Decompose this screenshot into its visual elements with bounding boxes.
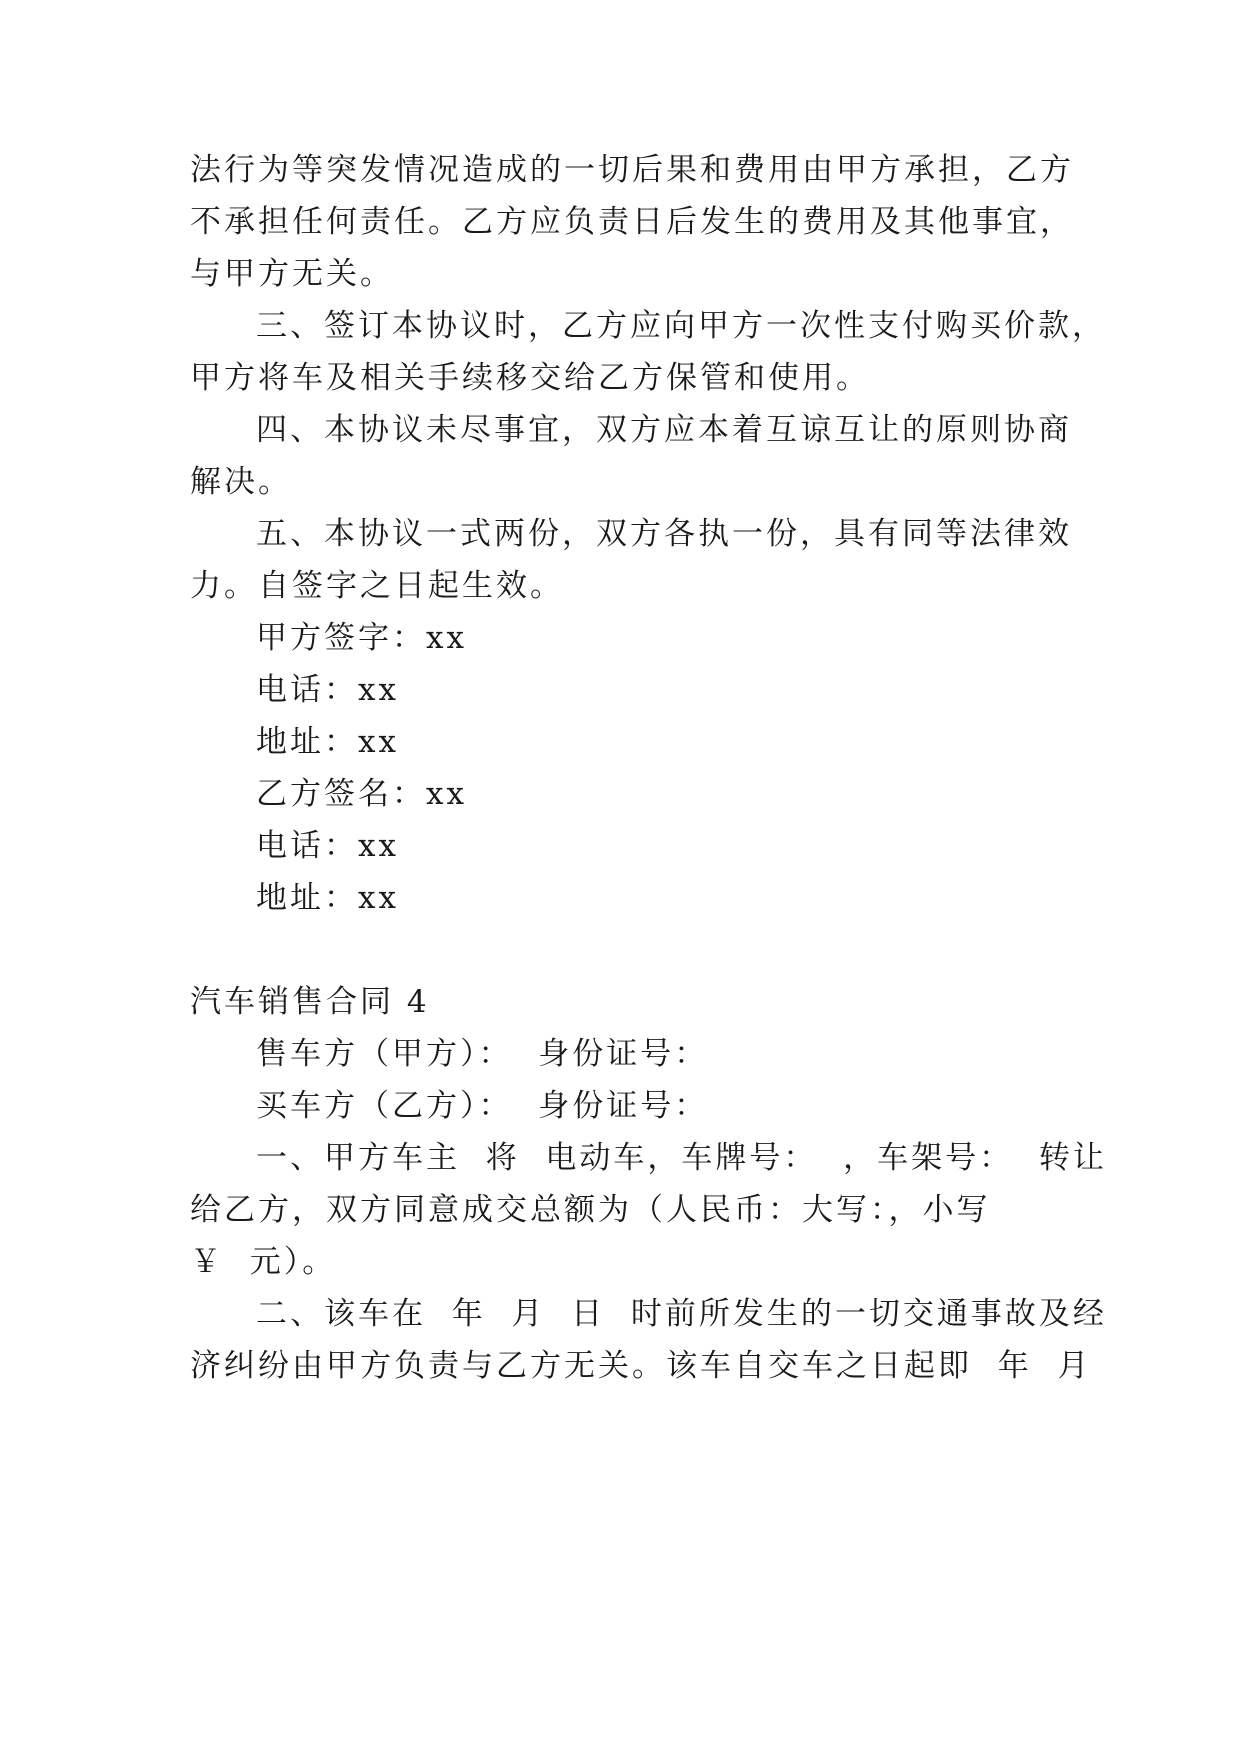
text-line: 甲方将车及相关手续移交给乙方保管和使用。: [190, 360, 870, 396]
party-a-address: 地址：xx: [256, 724, 399, 760]
clause-two: 二、该车在 年 月 日 时前所发生的一切交通事故及经: [256, 1296, 1107, 1332]
text-line: 力。自签字之日起生效。: [190, 568, 564, 604]
text-line: 与甲方无关。: [190, 256, 394, 292]
party-b-phone: 电话：xx: [256, 828, 399, 864]
party-a-signature: 甲方签字：xx: [256, 620, 467, 656]
text-line: 解决。: [190, 464, 292, 500]
seller-line: 售车方（甲方）： 身份证号：: [256, 1036, 709, 1072]
buyer-line: 买车方（乙方）： 身份证号：: [256, 1088, 709, 1124]
document-page: [190, 0, 1107, 1754]
clause-three: 三、签订本协议时，乙方应向甲方一次性支付购买价款，: [256, 308, 1106, 344]
party-a-phone: 电话：xx: [256, 672, 399, 708]
contract-title: 汽车销售合同 4: [190, 984, 430, 1020]
text-line: ￥ 元）。: [190, 1244, 337, 1280]
text-line: 不承担任何责任。乙方应负责日后发生的费用及其他事宜，: [190, 204, 1074, 240]
text-line: 法行为等突发情况造成的一切后果和费用由甲方承担，乙方: [190, 152, 1074, 188]
text-line: 给乙方，双方同意成交总额为（人民币：大写：，小写: [190, 1192, 991, 1228]
clause-one: 一、甲方车主 将 电动车，车牌号： ，车架号： 转让: [256, 1140, 1107, 1176]
clause-five: 五、本协议一式两份，双方各执一份，具有同等法律效: [256, 516, 1072, 552]
clause-four: 四、本协议未尽事宜，双方应本着互谅互让的原则协商: [256, 412, 1072, 448]
party-b-signature: 乙方签名：xx: [256, 776, 467, 812]
text-line: 济纠纷由甲方负责与乙方无关。该车自交车之日起即 年 月: [190, 1348, 1092, 1384]
party-b-address: 地址：xx: [256, 880, 399, 916]
